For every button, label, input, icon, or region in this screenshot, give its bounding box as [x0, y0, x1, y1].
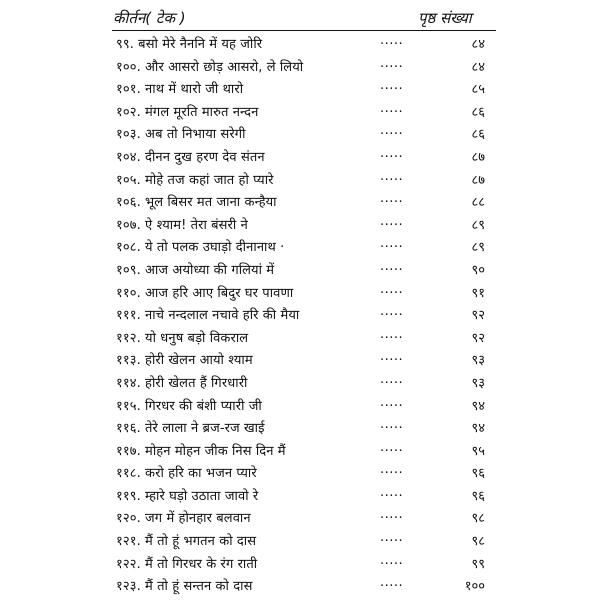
dot-leader: ..... — [380, 462, 404, 478]
page-number: ९३ — [471, 353, 485, 369]
kirtan-title: १२३. मैं तो हूं सन्तन को दास — [116, 579, 253, 595]
contents-row — [0, 573, 600, 596]
page-number: ८४ — [471, 59, 485, 75]
contents-row — [0, 121, 600, 144]
table-header — [0, 6, 600, 30]
dot-leader: ..... — [380, 326, 404, 342]
kirtan-title: १११. नाचे नन्दलाल नचावे हरि की मैया — [116, 308, 300, 324]
contents-row — [0, 280, 600, 303]
dot-leader: ..... — [380, 552, 404, 568]
kirtan-title: ११७. मोहन मोहन जीक निस दिन मैं — [116, 443, 286, 459]
kirtan-title: १०५. मोहे तज कहां जात हो प्यारे — [116, 172, 274, 188]
contents-row — [0, 167, 600, 190]
dot-leader: ..... — [380, 304, 404, 320]
dot-leader: ..... — [380, 168, 404, 184]
kirtan-title: ११०. आज हरि आए बिदुर घर पावणा — [116, 285, 294, 301]
dot-leader: ..... — [380, 55, 404, 71]
page-number: ९२ — [471, 330, 485, 346]
page-number: ८७ — [471, 149, 485, 165]
kirtan-title: ११९. म्हारे घड़ो उठाता जावो रे — [116, 488, 259, 504]
page-number: ८६ — [471, 127, 485, 143]
contents-row — [0, 347, 600, 370]
kirtan-title: ११८. करो हरि का भजन प्यारे — [116, 466, 257, 482]
contents-row — [0, 189, 600, 212]
dot-leader: ..... — [380, 123, 404, 139]
page-number: ९८ — [471, 511, 485, 527]
kirtan-title: १२०. जग में होनहार बलवान — [116, 511, 251, 527]
kirtan-title: ११३. होरी खेलन आयो श्याम — [116, 353, 253, 369]
page-number: ८८ — [471, 195, 485, 211]
page-number: ८४ — [471, 37, 485, 52]
contents-row — [0, 257, 600, 280]
kirtan-title: १०९. आज अयोध्या की गलियां में — [116, 262, 275, 278]
page-number: ९६ — [471, 488, 485, 504]
kirtan-title: १०६. भूल बिसर मत जाना कन्हैया — [116, 195, 277, 211]
kirtan-title: ११५. गिरधर की बंशी प्यारी जी — [116, 398, 262, 414]
dot-leader: ..... — [380, 507, 404, 523]
contents-list — [0, 31, 600, 596]
dot-leader: ..... — [380, 484, 404, 500]
dot-leader: ..... — [380, 213, 404, 229]
page-number: ९४ — [471, 398, 485, 414]
contents-row — [0, 234, 600, 257]
contents-row — [0, 54, 600, 77]
contents-row — [0, 551, 600, 574]
page-number: ९८ — [471, 534, 485, 550]
dot-leader: ..... — [380, 530, 404, 546]
page-number: १०० — [464, 579, 485, 595]
header-page-number-label: पृष्ठ संख्या — [418, 9, 472, 27]
dot-leader: ..... — [380, 258, 404, 274]
contents-row — [0, 393, 600, 416]
contents-row — [0, 302, 600, 325]
kirtan-title: १२१. मैं तो हूं भगतन को दास — [116, 534, 257, 550]
kirtan-title: ११२. यो धनुष बड़ो विकराल — [116, 330, 249, 346]
page-number: ८९ — [471, 240, 485, 256]
contents-row — [0, 438, 600, 461]
header-kirtan-label: कीर्तन( टेक ) — [113, 9, 186, 27]
dot-leader: ..... — [380, 78, 404, 94]
page-number: ९९ — [471, 556, 485, 572]
dot-leader: ..... — [380, 145, 404, 161]
contents-row — [0, 370, 600, 393]
kirtan-title: १०८. ये तो पलक उघाड़ो दीनानाथ · — [116, 240, 285, 256]
page-number: ९६ — [471, 466, 485, 482]
kirtan-title: १०२. मंगल मूरति मारुत नन्दन — [116, 104, 259, 120]
dot-leader: ..... — [380, 100, 404, 116]
dot-leader: ..... — [380, 236, 404, 252]
page-number: ८५ — [471, 82, 485, 98]
contents-row — [0, 31, 600, 54]
page-number: ८६ — [471, 104, 485, 120]
kirtan-title: १००. और आसरो छोड़ आसरो, ले लियो — [116, 59, 304, 75]
contents-row — [0, 415, 600, 438]
dot-leader: ..... — [380, 439, 404, 455]
page-number: ९४ — [471, 421, 485, 437]
contents-row — [0, 483, 600, 506]
contents-row — [0, 76, 600, 99]
dot-leader: ..... — [380, 281, 404, 297]
contents-row — [0, 528, 600, 551]
page-number: ९५ — [471, 443, 485, 459]
dot-leader: ..... — [380, 349, 404, 365]
contents-row — [0, 144, 600, 167]
page-number: ८७ — [471, 172, 485, 188]
kirtan-title: १०१. नाथ में थारो जी थारो — [116, 82, 244, 98]
dot-leader: ..... — [380, 394, 404, 410]
page-number: ९१ — [471, 285, 485, 301]
contents-row — [0, 212, 600, 235]
kirtan-title: ९९. बसो मेरे नैननि में यह जोरि — [116, 37, 263, 52]
kirtan-title: १०४. दीनन दुख हरण देव संतन — [116, 149, 265, 165]
page-number: ८९ — [471, 217, 485, 233]
page-number: ९० — [471, 262, 485, 278]
contents-row — [0, 460, 600, 483]
dot-leader: ..... — [380, 33, 404, 48]
dot-leader: ..... — [380, 371, 404, 387]
kirtan-title: १२२. मैं तो गिरधर के रंग राती — [116, 556, 258, 572]
kirtan-title: ११४. होरी खेलत हैं गिरधारी — [116, 375, 248, 391]
dot-leader: ..... — [380, 575, 404, 591]
page-number: ९२ — [471, 308, 485, 324]
kirtan-title: १०३. अब तो निभाया सरेगी — [116, 127, 246, 143]
contents-row — [0, 505, 600, 528]
contents-row — [0, 99, 600, 122]
page-number: ९३ — [471, 375, 485, 391]
kirtan-title: ११६. तेरे लाला ने ब्रज-रज खाई — [116, 421, 265, 437]
dot-leader: ..... — [380, 417, 404, 433]
dot-leader: ..... — [380, 191, 404, 207]
contents-row — [0, 325, 600, 348]
kirtan-title: १०७. ऐ श्याम! तेरा बंसरी ने — [116, 217, 248, 233]
